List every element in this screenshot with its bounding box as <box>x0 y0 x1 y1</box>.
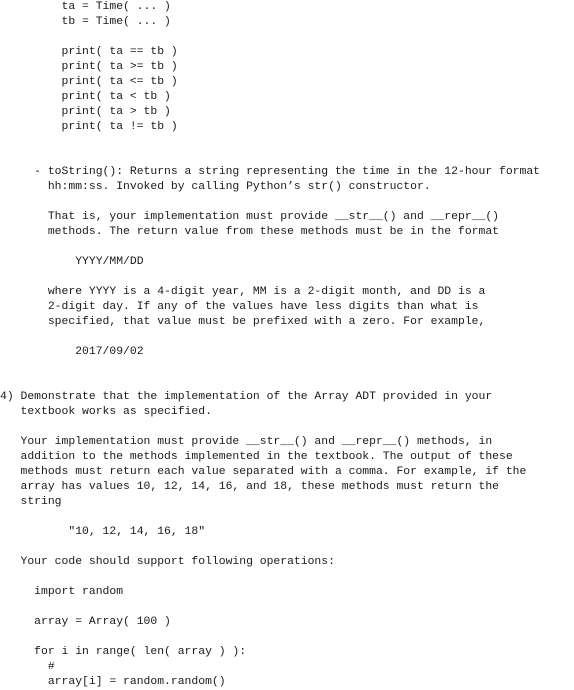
text-line: Your code should support following operations: <box>0 556 335 568</box>
text-line: tb = Time( ... ) <box>0 16 171 28</box>
text-line: print( ta != tb ) <box>0 121 178 133</box>
text-line: 2017/09/02 <box>0 346 144 358</box>
text-line: ta = Time( ... ) <box>0 1 171 13</box>
text-line: import random <box>0 586 124 598</box>
text-line: array has values 10, 12, 14, 16, and 18, these methods must return the <box>0 481 499 493</box>
text-line: print( ta < tb ) <box>0 91 171 103</box>
text-line: "10, 12, 14, 16, 18" <box>0 526 206 538</box>
text-line: addition to the methods implemented in the textbook. The output of these <box>0 451 513 463</box>
text-line: 4) Demonstrate that the implementation of the Array ADT provided in your <box>0 391 493 403</box>
text-line: array = Array( 100 ) <box>0 616 171 628</box>
text-line: # <box>0 661 55 673</box>
text-line: print( ta == tb ) <box>0 46 178 58</box>
text-line: YYYY/MM/DD <box>0 256 144 268</box>
text-line: textbook works as specified. <box>0 406 212 418</box>
text-line: methods. The return value from these methods must be in the format <box>0 226 499 238</box>
text-line: print( ta >= tb ) <box>0 61 178 73</box>
text-line: That is, your implementation must provide __str__() and __repr__() <box>0 211 499 223</box>
text-line: for i in range( len( array ) ): <box>0 646 247 658</box>
text-line: - toString(): Returns a string representing the time in the 12-hour format <box>0 166 541 178</box>
text-line: where YYYY is a 4-digit year, MM is a 2-digit month, and DD is a <box>0 286 486 298</box>
text-line: string <box>0 496 62 508</box>
text-line: Your implementation must provide __str__() and __repr__() methods, in <box>0 436 493 448</box>
text-line: array[i] = random.random() <box>0 676 226 688</box>
text-line: print( ta > tb ) <box>0 106 171 118</box>
text-line: hh:mm:ss. Invoked by calling Python’s str() constructor. <box>0 181 431 193</box>
text-line: print( ta <= tb ) <box>0 76 178 88</box>
text-line: specified, that value must be prefixed with a zero. For example, <box>0 316 486 328</box>
text-line: methods must return each value separated with a comma. For example, if the <box>0 466 527 478</box>
text-line: 2-digit day. If any of the values have less digits than what is <box>0 301 479 313</box>
